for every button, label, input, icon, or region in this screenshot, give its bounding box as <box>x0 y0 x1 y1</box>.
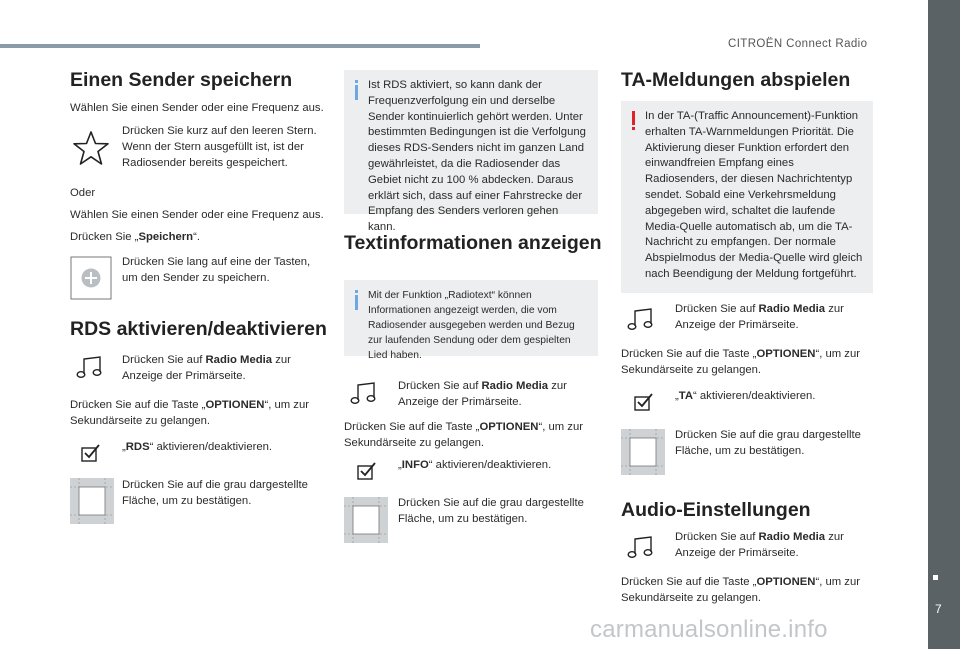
warning-note-ta: In der TA-(Traffic Announcement)-Funktion erhalten TA-Warnmeldungen Priorität. Die Aktivierung dieser Funktion erfordert den einwandfreien Empfang eines Radiosenders, der diesen Nachrichtentyp sendet. Sobald eine Verkehrsmeldung abgegeben wird, schaltet die laufende Media-Quelle automatisch ab, um die TA-Nachricht zu empfangen. Der normale Abspielmodus der Media-Quelle wird gleich nach Beendigung der Meldung fortgeführt. <box>621 101 873 293</box>
watermark: carmanualsonline.info <box>590 616 828 643</box>
music-note-icon <box>627 307 655 331</box>
text-options: Drücken Sie auf die Taste „OPTIONEN“, um zur Sekundärseite zu gelangen. <box>344 421 584 449</box>
text-rds-toggle: „RDS“ aktivieren/deaktivieren. <box>122 441 273 453</box>
text-options: Drücken Sie auf die Taste „OPTIONEN“, um zur Sekundärseite zu gelangen. <box>621 348 861 376</box>
section-title-ta: TA-Meldungen abspielen <box>621 69 851 91</box>
header-rule <box>0 44 480 48</box>
music-note-icon <box>627 535 655 559</box>
section-title-audio: Audio-Einstellungen <box>621 499 811 521</box>
header-brand: CITROËN Connect Radio <box>728 38 868 50</box>
text-options: Drücken Sie auf die Taste „OPTIONEN“, um zur Sekundärseite zu gelangen. <box>621 576 861 604</box>
text-grey-confirm: Drücken Sie auf die grau dargestellte Fläche, um zu bestätigen. <box>398 497 584 525</box>
music-note-icon <box>350 381 378 405</box>
grey-area-icon <box>344 497 388 543</box>
text-long-press: Drücken Sie lang auf eine der Tasten, um den Sender zu speichern. <box>122 256 311 284</box>
text-select-station-2: Wählen Sie einen Sender oder eine Frequenz aus. <box>70 209 324 221</box>
text-oder: Oder <box>70 187 96 199</box>
text-select-station: Wählen Sie einen Sender oder eine Frequenz aus. <box>70 102 324 114</box>
text-ta-toggle: „TA“ aktivieren/deaktivieren. <box>675 390 816 402</box>
text-radio-media: Drücken Sie auf Radio Media zur Anzeige der Primärseite. <box>675 303 844 331</box>
page-sidebar <box>928 0 960 649</box>
text-grey-confirm: Drücken Sie auf die grau dargestellte Fläche, um zu bestätigen. <box>122 479 308 507</box>
text-radio-media: Drücken Sie auf Radio Media zur Anzeige der Primärseite. <box>398 380 567 408</box>
text-radio-media: Drücken Sie auf Radio Media zur Anzeige der Primärseite. <box>122 354 291 382</box>
plus-button-icon <box>70 256 112 300</box>
info-icon <box>352 80 362 100</box>
sidebar-marker <box>933 575 938 580</box>
checkbox-icon <box>633 392 655 412</box>
info-note-radiotext: Mit der Funktion „Radiotext“ können Informationen angezeigt werden, die vom Radiosender ausgegeben werden und Bezug zur laufenden Sendung oder dem gespielten Lied haben. <box>344 280 598 356</box>
text-info-toggle: „INFO“ aktivieren/deaktivieren. <box>398 459 552 471</box>
grey-area-icon <box>621 429 665 475</box>
checkbox-icon <box>356 461 378 481</box>
section-title-rds: RDS aktivieren/deaktivieren <box>70 318 327 340</box>
text-grey-confirm: Drücken Sie auf die grau dargestellte Fläche, um zu bestätigen. <box>675 429 861 457</box>
text-radio-media: Drücken Sie auf Radio Media zur Anzeige der Primärseite. <box>675 531 844 559</box>
section-title-textinfo: Textinformationen anzeigen <box>344 232 602 254</box>
section-title-save-station: Einen Sender speichern <box>70 69 293 91</box>
warning-icon <box>629 111 639 131</box>
checkbox-icon <box>80 443 102 463</box>
text-options: Drücken Sie auf die Taste „OPTIONEN“, um zur Sekundärseite zu gelangen. <box>70 399 310 427</box>
text-star-instruction: Drücken Sie kurz auf den leeren Stern. Wenn der Stern ausgefüllt ist, ist der Radiosender bereits gespeichert. <box>122 125 317 169</box>
info-note-rds: Ist RDS aktiviert, so kann dank der Frequenzverfolgung ein und derselbe Sender kontinuierlich gehört werden. Unter bestimmten Bedingungen ist die Verfolgung dieses RDS-Senders nicht im ganzen Land gewährleistet, da die Radiosender das Gebiet nicht zu 100 % abdecken. Daraus erklärt sich, dass auf einer Fahrstrecke der Empfang des Senders verloren gehen kann. <box>344 70 598 214</box>
text-press-save: Drücken Sie „Speichern“. <box>70 231 200 243</box>
grey-area-icon <box>70 478 114 524</box>
info-icon <box>352 290 362 310</box>
star-icon <box>72 130 110 166</box>
music-note-icon <box>76 355 104 379</box>
page-number: 7 <box>935 602 942 616</box>
